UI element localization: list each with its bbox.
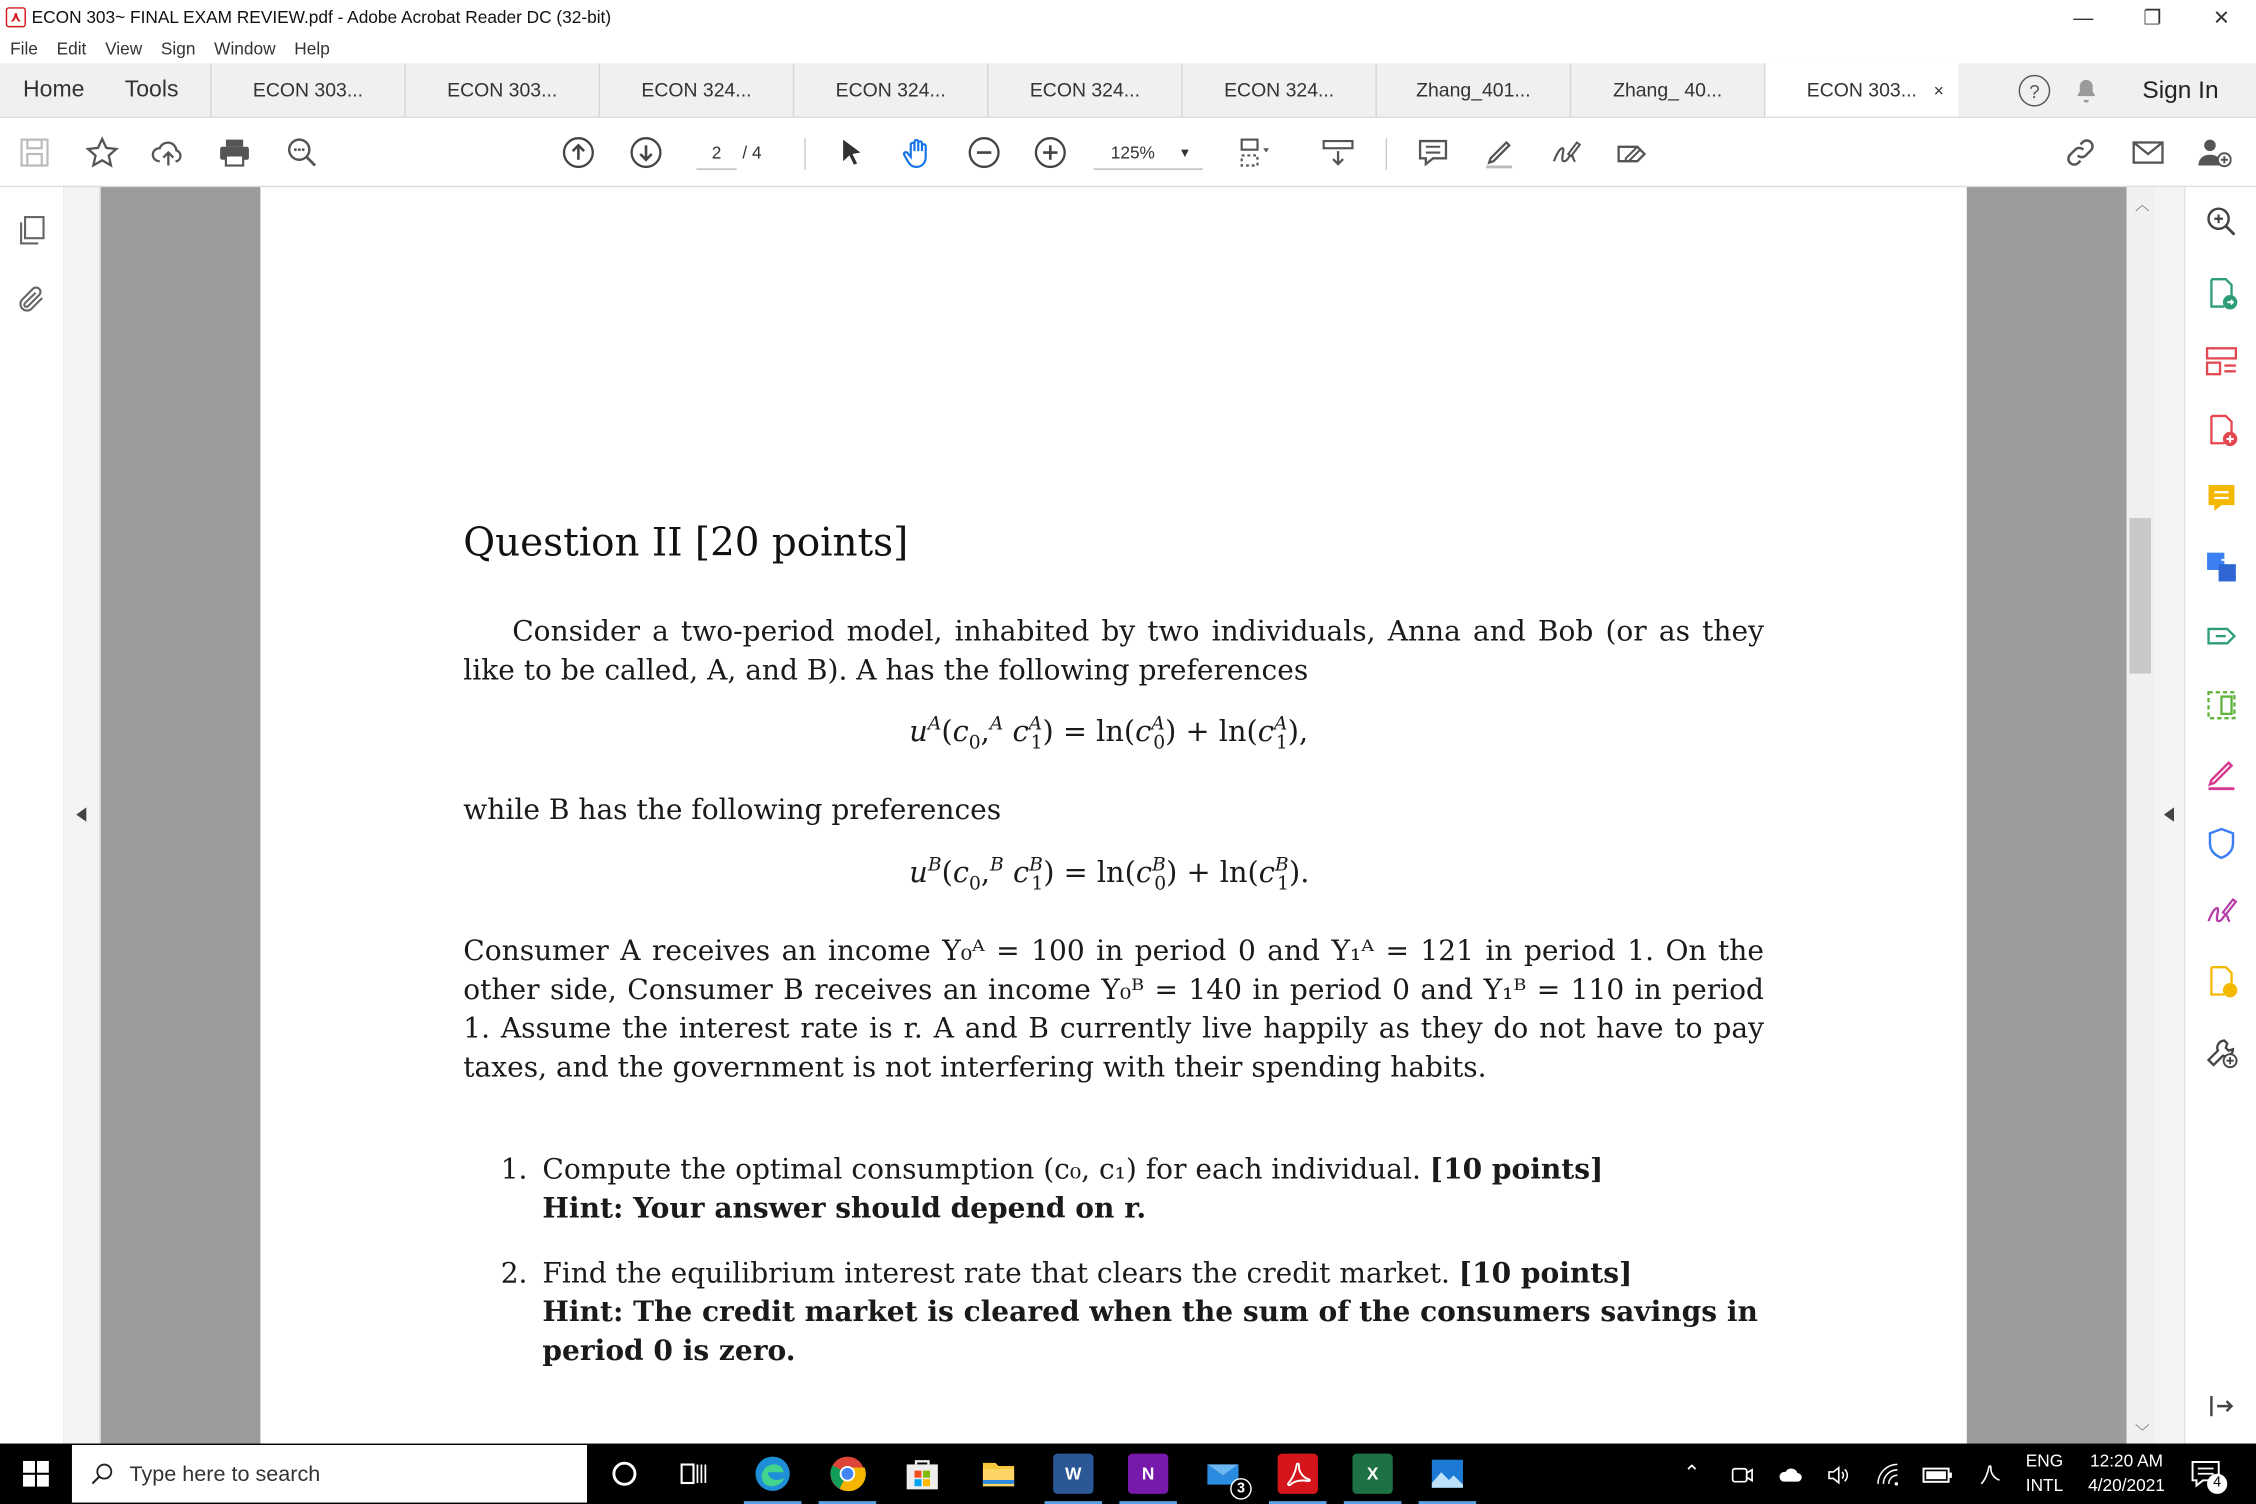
hand-tool-icon[interactable] — [901, 135, 936, 170]
send-for-review-icon[interactable] — [2204, 617, 2239, 652]
menu-help[interactable]: Help — [294, 38, 330, 60]
highlight-pen-icon[interactable] — [1482, 135, 1517, 170]
word-icon[interactable]: W — [1053, 1454, 1093, 1494]
left-navigation-pane — [0, 187, 63, 1443]
previous-page-icon[interactable] — [561, 135, 596, 170]
select-cursor-icon[interactable] — [834, 135, 869, 170]
acrobat-app-icon: ⋏ — [6, 7, 26, 27]
windows-start-icon[interactable] — [23, 1461, 49, 1487]
add-user-icon[interactable] — [2197, 135, 2232, 170]
title-bar — [0, 0, 2256, 35]
utility-equation-a: $u^A(c_0,^A$ $c^A_1) = \ln(c^A_0) + \ln(c^A_1)$, — [909, 713, 1309, 755]
more-tools-icon[interactable] — [2204, 1035, 2239, 1070]
windows-taskbar — [0, 1444, 2256, 1504]
organize-pages-icon[interactable] — [2204, 344, 2239, 379]
next-page-icon[interactable] — [629, 135, 664, 170]
chrome-browser-icon[interactable] — [827, 1454, 867, 1494]
zoom-in-icon[interactable] — [1033, 135, 1068, 170]
page-fit-icon[interactable] — [1237, 135, 1272, 170]
battery-icon[interactable] — [1922, 1464, 1954, 1487]
collapse-right-arrow-icon — [2164, 807, 2174, 821]
bell-icon[interactable] — [2073, 78, 2099, 104]
combine-files-icon[interactable] — [2204, 550, 2239, 585]
system-clock[interactable] — [2072, 1449, 2181, 1498]
intro-paragraph: Consider a two-period model, inhabited by two individuals, Anna and Bob (or as they like to be called, A, and B). A has the following preferences — [463, 614, 1764, 687]
left-pane-toggle[interactable] — [63, 187, 100, 1443]
email-icon[interactable] — [2131, 135, 2166, 170]
share-link-icon[interactable] — [2063, 135, 2098, 170]
wifi-icon[interactable] — [1875, 1462, 1901, 1488]
task-view-icon[interactable] — [673, 1454, 713, 1494]
menu-edit[interactable]: Edit — [56, 38, 87, 60]
draw-signature-icon[interactable] — [1548, 135, 1583, 170]
input-language-indicator[interactable] — [2017, 1449, 2072, 1498]
item-number: 1. — [500, 1152, 528, 1186]
photos-icon[interactable] — [1427, 1454, 1467, 1494]
toolbar — [0, 118, 2256, 187]
zoom-level-select[interactable] — [1093, 135, 1202, 170]
minimize-button[interactable]: — — [2073, 5, 2094, 29]
doc-tab[interactable]: ECON 324... — [1181, 63, 1375, 116]
search-icon — [89, 1461, 115, 1487]
question-item-2 — [501, 1254, 1764, 1371]
income-paragraph: Consumer A receives an income Y₀ᴬ = 100 in period 0 and Y₁ᴬ = 121 in period 1. On the other side, Consumer B receives an income Y₀ᴮ = 140 in period 0 and Y₁ᴮ = 110 in period 1. Assume the interest rate is r. A and B currently live happily as they do not have to pay taxes, and the government is not interfering with their spending habits. — [463, 934, 1764, 1084]
doc-tab[interactable]: Zhang_401... — [1376, 63, 1570, 116]
notification-count-badge: 4 — [2207, 1474, 2227, 1494]
clock-date: 4/20/2021 — [2088, 1475, 2165, 1496]
comment-tool-icon[interactable] — [2204, 481, 2239, 516]
item-hint: Hint: The credit market is cleared when the sum of the consumers savings in period 0 is zero. — [542, 1295, 1758, 1368]
menu-view[interactable]: View — [105, 38, 143, 60]
pen-workspace-icon[interactable] — [1977, 1462, 2003, 1488]
star-icon[interactable] — [85, 135, 120, 170]
excel-icon[interactable]: X — [1352, 1454, 1392, 1494]
protect-shield-icon[interactable] — [2204, 826, 2239, 861]
page-number-input[interactable]: 2 — [696, 135, 736, 170]
keyboard-layout: INTL — [2025, 1475, 2064, 1496]
utility-equation-b: $u^B(c_0,^B$ $c^B_1) = \ln(c^B_0) + \ln(c^B_1)$. — [909, 854, 1310, 896]
right-tools-pane — [2184, 187, 2256, 1443]
toolbar-divider — [804, 138, 805, 170]
doc-tab-active[interactable] — [1764, 63, 1958, 116]
middle-paragraph: while B has the following preferences — [463, 793, 1002, 827]
menu-bar — [0, 35, 2256, 64]
zoom-out-icon[interactable] — [967, 135, 1002, 170]
close-tab-icon[interactable]: × — [1933, 79, 1944, 101]
pdf-page — [260, 187, 1966, 1443]
right-pane-toggle[interactable] — [2155, 187, 2184, 1443]
doc-tab[interactable]: ECON 324... — [599, 63, 793, 116]
question-item-1 — [501, 1150, 1764, 1228]
action-center-icon[interactable] — [2190, 1459, 2222, 1492]
edge-browser-icon[interactable] — [752, 1454, 792, 1494]
file-explorer-icon[interactable] — [978, 1454, 1018, 1494]
volume-icon[interactable] — [1824, 1462, 1853, 1488]
expand-pane-icon[interactable] — [2204, 1389, 2239, 1424]
fill-and-sign-icon[interactable] — [2204, 757, 2239, 792]
close-button[interactable]: ✕ — [2213, 5, 2230, 29]
tab-bar — [0, 63, 2256, 118]
clock-time: 12:20 AM — [2090, 1450, 2163, 1471]
tab-home[interactable]: Home — [23, 76, 85, 102]
upload-cloud-icon[interactable] — [151, 135, 186, 170]
zoom-search-icon[interactable] — [2204, 204, 2239, 239]
item-text: Compute the optimal consumption (c₀, c₁) for each individual. — [542, 1152, 1430, 1186]
page-total: / 4 — [742, 142, 762, 163]
create-pdf-icon[interactable] — [2204, 413, 2239, 448]
item-points: [10 points] — [1458, 1256, 1633, 1290]
item-text: Find the equilibrium interest rate that clears the credit market. — [542, 1256, 1459, 1290]
item-points: [10 points] — [1429, 1152, 1604, 1186]
scroll-down-icon[interactable]: ﹀ — [2135, 1424, 2150, 1441]
compress-pdf-icon[interactable] — [2204, 688, 2239, 723]
doc-tab[interactable]: ECON 303... — [210, 63, 404, 116]
show-hidden-icons-icon[interactable]: ⌃ — [1683, 1460, 1701, 1484]
print-icon[interactable] — [217, 135, 252, 170]
collapse-left-arrow-icon — [76, 807, 86, 821]
doc-tab[interactable]: Zhang_ 40... — [1570, 63, 1764, 116]
tab-tools[interactable]: Tools — [124, 76, 179, 102]
chevron-down-icon: ▼ — [1178, 145, 1192, 160]
taskbar-search-input[interactable] — [72, 1445, 587, 1503]
acrobat-taskbar-icon[interactable] — [1278, 1454, 1318, 1494]
restore-button[interactable]: ❐ — [2143, 5, 2162, 29]
sign-in-link[interactable]: Sign In — [2142, 76, 2219, 104]
search-zoom-icon[interactable] — [285, 135, 320, 170]
scrolling-mode-icon[interactable] — [1321, 135, 1356, 170]
attachment-icon[interactable] — [16, 284, 48, 316]
item-hint: Hint: Your answer should depend on r. — [542, 1191, 1147, 1225]
mail-unread-badge: 3 — [1230, 1478, 1252, 1500]
microsoft-store-icon[interactable] — [902, 1454, 942, 1494]
scroll-up-icon[interactable]: ︿ — [2135, 198, 2150, 215]
toolbar-divider — [1386, 138, 1387, 170]
help-icon[interactable]: ? — [2019, 75, 2051, 107]
doc-tab[interactable]: ECON 324... — [793, 63, 987, 116]
item-number: 2. — [500, 1256, 528, 1290]
save-icon[interactable] — [17, 135, 52, 170]
scrollbar-thumb[interactable] — [2129, 518, 2151, 673]
meet-now-icon[interactable] — [1729, 1462, 1755, 1488]
doc-tab[interactable]: ECON 324... — [987, 63, 1181, 116]
search-placeholder: Type here to search — [129, 1461, 321, 1487]
page-thumbnails-icon[interactable] — [16, 214, 48, 246]
menu-sign[interactable]: Sign — [160, 38, 196, 60]
edit-pdf-icon[interactable] — [2204, 964, 2239, 999]
window-title: ECON 303~ FINAL EXAM REVIEW.pdf - Adobe Acrobat Reader DC (32-bit) — [31, 7, 612, 28]
menu-window[interactable]: Window — [214, 38, 276, 60]
question-title: Question II [20 points] — [463, 521, 909, 566]
export-pdf-icon[interactable] — [2204, 276, 2239, 311]
doc-tab[interactable]: ECON 303... — [404, 63, 598, 116]
comment-icon[interactable] — [1416, 135, 1451, 170]
onedrive-icon[interactable] — [1775, 1462, 1804, 1488]
request-signatures-icon[interactable] — [2204, 894, 2239, 929]
cortana-icon[interactable] — [604, 1454, 644, 1494]
language-code: ENG — [2025, 1450, 2064, 1471]
vertical-scrollbar[interactable] — [2127, 187, 2156, 1443]
doc-tab-label: ECON 303... — [1806, 79, 1917, 101]
zoom-level-value: 125% — [1110, 142, 1155, 163]
fill-sign-icon[interactable] — [1614, 135, 1649, 170]
onenote-icon[interactable]: N — [1128, 1454, 1168, 1494]
menu-file[interactable]: File — [10, 38, 38, 60]
mail-icon[interactable] — [1203, 1454, 1245, 1497]
